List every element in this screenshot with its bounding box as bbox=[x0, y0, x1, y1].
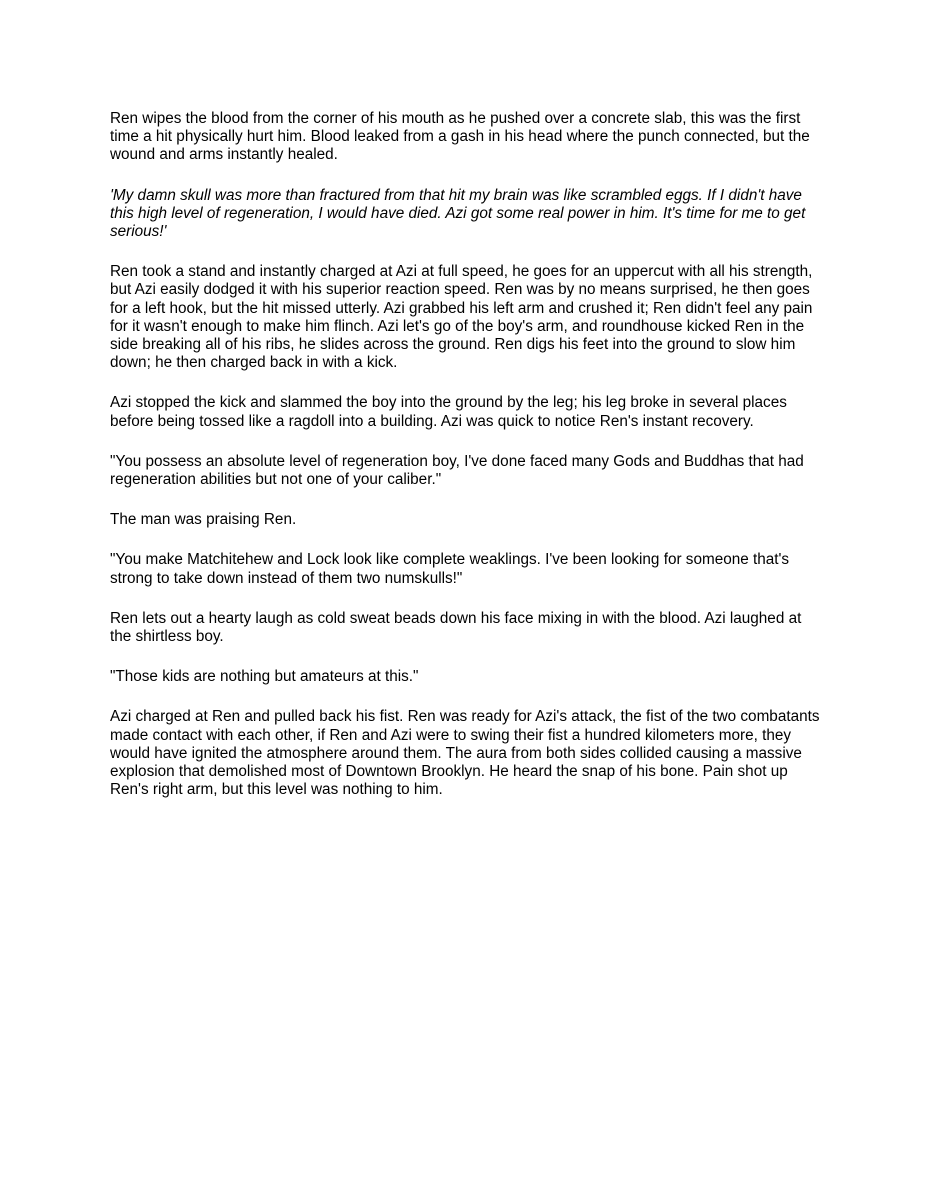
paragraph-4: Azi stopped the kick and slammed the boy into the ground by the leg; his leg broke in several places before being tossed like a ragdoll into a building. Azi was quick to notice Ren's instant recovery. bbox=[110, 394, 787, 430]
paragraph-2-inner-thought: 'My damn skull was more than fractured from that hit my brain was like scrambled eggs. If I didn't have this high level of regeneration, I would have died. Azi got some real power in him. It's time for me to get serious!' bbox=[110, 186, 806, 241]
paragraph-6: The man was praising Ren. bbox=[110, 511, 297, 529]
paragraph-7-dialogue: "You make Matchitehew and Lock look like complete weaklings. I've been looking for someone that's strong to take down instead of them two numskulls!" bbox=[110, 551, 790, 587]
paragraph-5-dialogue: "You possess an absolute level of regeneration boy, I've done faced many Gods and Buddhas that had regeneration abilities but not one of your caliber." bbox=[110, 452, 804, 489]
paragraph-10: Azi charged at Ren and pulled back his fist. Ren was ready for Azi's attack, the fist of the two combatants made contact with each other, if Ren and Azi were to swing their fist a hundred kilometers more, they would have ignited the atmosphere around them. The aura from both sides collided causing a massive explosion that demolished most of Downtown Brooklyn. He heard the snap of his bone. Pain shot up Ren's right arm, but this level was nothing to him. bbox=[110, 708, 820, 799]
paragraph-3: Ren took a stand and instantly charged at Azi at full speed, he goes for an uppercut with all his strength, but Azi easily dodged it with his superior reaction speed. Ren was by no means surprised, he then goes for a left hook, but the hit missed utterly. Azi grabbed his left arm and crushed it; Ren didn't feel any pain for it wasn't enough to make him flinch. Azi let's go of the boy's arm, and roundhouse kicked Ren in the side breaking all of his ribs, he slides across the ground. Ren digs his feet into the ground to slow him down; he then charged back in with a kick. bbox=[110, 263, 813, 372]
paragraph-1: Ren wipes the blood from the corner of his mouth as he pushed over a concrete slab, this was the first time a hit physically hurt him. Blood leaked from a gash in his head where the punch connected, but the wound and arms instantly healed. bbox=[110, 110, 810, 164]
document-page bbox=[110, 110, 826, 821]
paragraph-9-dialogue: "Those kids are nothing but amateurs at this." bbox=[110, 668, 419, 686]
paragraph-8: Ren lets out a hearty laugh as cold sweat beads down his face mixing in with the blood. Azi laughed at the shirtless boy. bbox=[110, 609, 802, 646]
